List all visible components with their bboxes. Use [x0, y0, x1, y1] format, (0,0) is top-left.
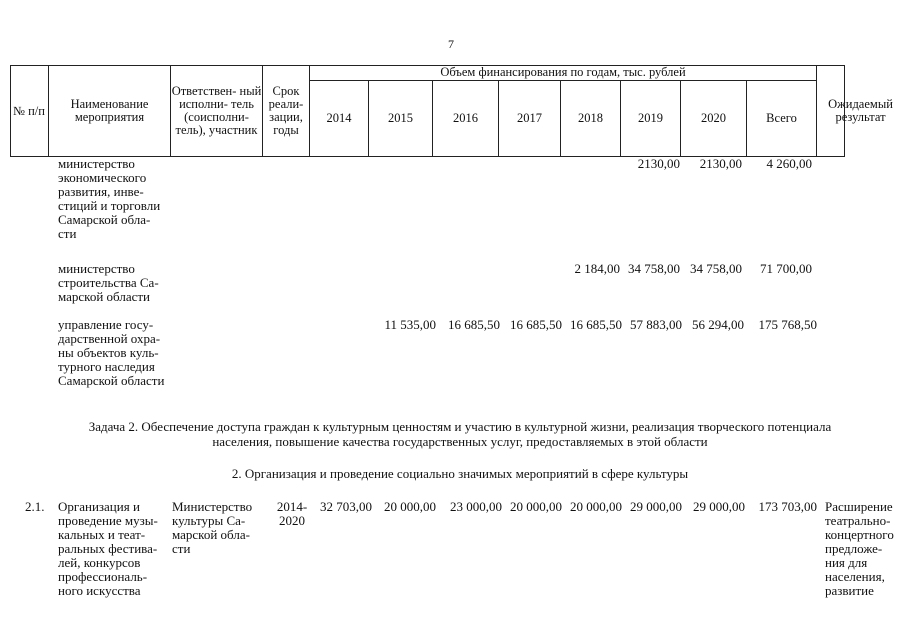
- row1-2019: 2130,00: [637, 156, 680, 171]
- item-2-1-2018: 20 000,00: [570, 499, 622, 514]
- row2-2018: 2 184,00: [574, 261, 620, 276]
- row3-2016: 16 685,50: [448, 317, 500, 332]
- item-2-1-total: 173 703,00: [758, 499, 817, 514]
- header-year-2020: 2020: [681, 80, 747, 157]
- item-2-1-result: Расширение театрально- концертного предложе- ния для населения, развитие: [825, 499, 894, 598]
- header-responsible: Ответствен- ный исполни- тель (соисполни- тель), участник: [171, 65, 263, 157]
- header-total: Всего: [747, 80, 817, 157]
- header-year-2017: 2017: [499, 80, 561, 157]
- row3-2015: 11 535,00: [384, 317, 436, 332]
- item-2-1-name: Организация и проведение музы- кальных и теат- ральных фестива- лей, конкурсов профессиональ- ного искусства: [58, 499, 158, 598]
- row2-2020: 34 758,00: [690, 261, 742, 276]
- row1-total: 4 260,00: [766, 156, 812, 171]
- page-number: 7: [448, 37, 454, 51]
- item-2-1-2016: 23 000,00: [450, 499, 502, 514]
- item-2-1-2017: 20 000,00: [510, 499, 562, 514]
- participant-1: министерство экономического развития, инве- стиций и торговли Самарской обла- сти: [58, 156, 161, 241]
- row3-2019: 57 883,00: [630, 317, 682, 332]
- header-year-2014: 2014: [310, 80, 369, 157]
- item-2-1-2020: 29 000,00: [693, 499, 745, 514]
- participant-3: управление госу- дарственной охра- ны объектов куль- турного наследия Самарской области: [58, 317, 165, 388]
- participant-2: министерство строительства Са- марской области: [58, 261, 159, 304]
- header-year-2019: 2019: [621, 80, 681, 157]
- header-no: № п/п: [10, 65, 49, 157]
- item-2-1-2015: 20 000,00: [384, 499, 436, 514]
- row2-2019: 34 758,00: [628, 261, 680, 276]
- item-2-1-2019: 29 000,00: [630, 499, 682, 514]
- item-2-1-responsible: Министерство культуры Са- марской обла- сти: [172, 499, 253, 556]
- item-2-1-2014: 32 703,00: [320, 499, 372, 514]
- row3-2018: 16 685,50: [570, 317, 622, 332]
- header-financing: Объем финансирования по годам, тыс. рублей: [310, 65, 817, 80]
- row1-2020: 2130,00: [699, 156, 742, 171]
- header-name: Наименование мероприятия: [49, 65, 171, 157]
- header-result: Ожидаемый результат: [828, 97, 893, 124]
- table-header: [10, 65, 845, 157]
- header-year-2018: 2018: [561, 80, 621, 157]
- row2-total: 71 700,00: [760, 261, 812, 276]
- item-2-1-number: 2.1.: [25, 499, 45, 514]
- task-2-heading: Задача 2. Обеспечение доступа граждан к культурным ценностям и участию в культурной жизни, реализация творческого потенциала населения, повышение качества государственных услуг, предоставляемых в этой области: [88, 419, 832, 449]
- header-year-2015: 2015: [369, 80, 433, 157]
- header-year-2016: 2016: [433, 80, 499, 157]
- item-2-1-term: 2014- 2020: [276, 499, 308, 528]
- row3-2017: 16 685,50: [510, 317, 562, 332]
- header-term: Срок реали- зации, годы: [263, 65, 310, 157]
- row3-2020: 56 294,00: [692, 317, 744, 332]
- section-2-heading: 2. Организация и проведение социально значимых мероприятий в сфере культуры: [231, 466, 689, 481]
- row3-total: 175 768,50: [758, 317, 817, 332]
